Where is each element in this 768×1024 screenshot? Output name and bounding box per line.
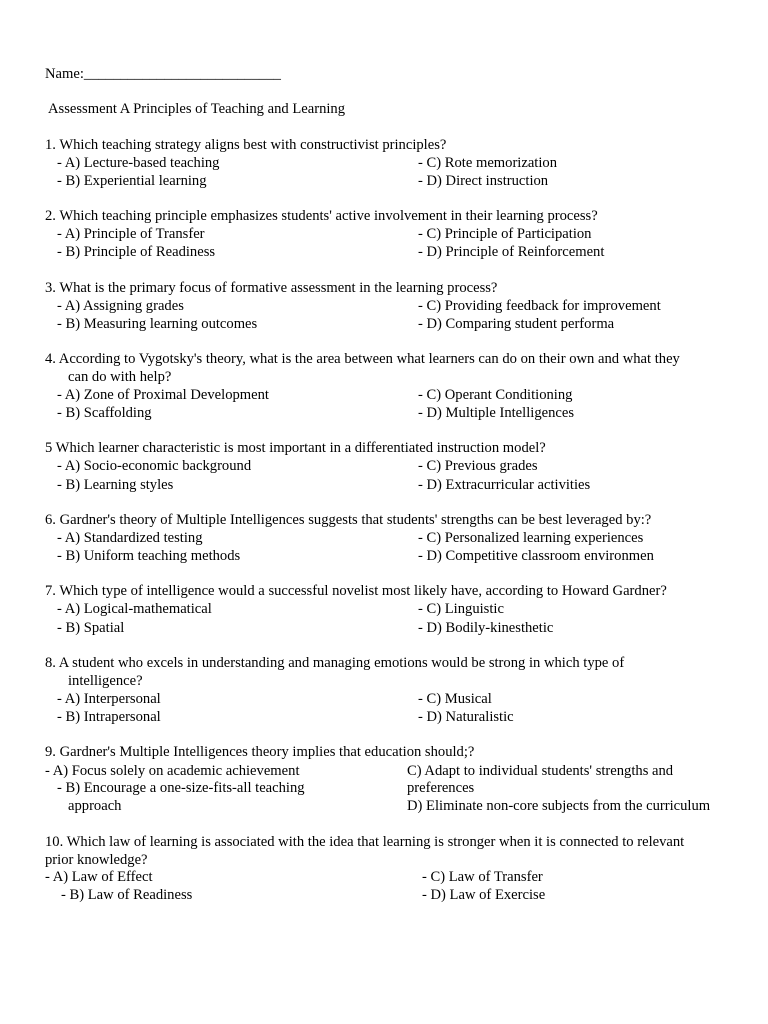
option-b: - B) Encourage a one-size-fits-all teaching xyxy=(57,780,305,796)
option-d: - D) Bodily-kinesthetic xyxy=(418,620,554,636)
question-text: 10. Which law of learning is associated with the idea that learning is stronger when it is connected to relevant xyxy=(45,834,685,850)
option-a: - A) Lecture-based teaching xyxy=(57,155,220,171)
option-d: - D) Competitive classroom environmen xyxy=(418,548,654,564)
option-b: - B) Law of Readiness xyxy=(61,887,193,903)
option-b: - B) Spatial xyxy=(57,620,125,636)
question-text: 2. Which teaching principle emphasizes students' active involvement in their learning process? xyxy=(45,208,598,224)
option-c: - C) Musical xyxy=(418,691,492,707)
name-field-line: Name:___________________________ xyxy=(45,66,281,82)
option-d: - D) Extracurricular activities xyxy=(418,477,591,493)
option-b: - B) Scaffolding xyxy=(57,405,152,421)
option-c: - C) Previous grades xyxy=(418,458,538,474)
option-a: - A) Law of Effect xyxy=(45,869,153,885)
option-c: - C) Providing feedback for improvement xyxy=(418,298,661,314)
question-text: 6. Gardner's theory of Multiple Intelligences suggests that students' strengths can be best leveraged by:? xyxy=(45,512,652,528)
option-a: - A) Focus solely on academic achievement xyxy=(45,763,300,779)
page-title: Assessment A Principles of Teaching and Learning xyxy=(48,101,346,117)
option-a: - A) Assigning grades xyxy=(57,298,184,314)
option-d: - D) Naturalistic xyxy=(418,709,514,725)
option-a: - A) Logical-mathematical xyxy=(57,601,212,617)
question-text: 7. Which type of intelligence would a successful novelist most likely have, according to Howard Gardner? xyxy=(45,583,667,599)
option-b: - B) Measuring learning outcomes xyxy=(57,316,258,332)
question-text: 4. According to Vygotsky's theory, what is the area between what learners can do on their own and what they xyxy=(45,351,680,367)
question-text-continued: intelligence? xyxy=(68,673,143,689)
option-d: - D) Multiple Intelligences xyxy=(418,405,575,421)
option-b: - B) Experiential learning xyxy=(57,173,207,189)
option-c: - C) Rote memorization xyxy=(418,155,558,171)
option-d: - D) Comparing student performa xyxy=(418,316,615,332)
option-a: - A) Socio-economic background xyxy=(57,458,252,474)
option-c: - C) Principle of Participation xyxy=(418,226,592,242)
option-b: - B) Principle of Readiness xyxy=(57,244,216,260)
option-c: - C) Operant Conditioning xyxy=(418,387,573,403)
option-d: - D) Principle of Reinforcement xyxy=(418,244,605,260)
option-b: - B) Uniform teaching methods xyxy=(57,548,241,564)
option-d: - D) Law of Exercise xyxy=(422,887,546,903)
option-d: - D) Direct instruction xyxy=(418,173,549,189)
question-text-continued: can do with help? xyxy=(68,369,172,385)
option-c: C) Adapt to individual students' strengths and xyxy=(407,763,674,779)
option-c: - C) Linguistic xyxy=(418,601,504,617)
option-b: - B) Intrapersonal xyxy=(57,709,161,725)
option-c-continued: preferences xyxy=(407,780,475,796)
question-text: 8. A student who excels in understanding and managing emotions would be strong in which type of xyxy=(45,655,625,671)
option-b-continued: approach xyxy=(68,798,122,814)
option-b: - B) Learning styles xyxy=(57,477,174,493)
question-text: 9. Gardner's Multiple Intelligences theory implies that education should;? xyxy=(45,744,475,760)
option-c: - C) Personalized learning experiences xyxy=(418,530,644,546)
question-text: 5 Which learner characteristic is most important in a differentiated instruction model? xyxy=(45,440,546,456)
option-c: - C) Law of Transfer xyxy=(422,869,543,885)
option-d: D) Eliminate non-core subjects from the curriculum xyxy=(407,798,711,814)
question-text: 3. What is the primary focus of formative assessment in the learning process? xyxy=(45,280,498,296)
question-text-continued: prior knowledge? xyxy=(45,852,148,868)
option-a: - A) Interpersonal xyxy=(57,691,161,707)
option-a: - A) Zone of Proximal Development xyxy=(57,387,269,403)
option-a: - A) Principle of Transfer xyxy=(57,226,205,242)
option-a: - A) Standardized testing xyxy=(57,530,203,546)
question-text: 1. Which teaching strategy aligns best with constructivist principles? xyxy=(45,137,447,153)
